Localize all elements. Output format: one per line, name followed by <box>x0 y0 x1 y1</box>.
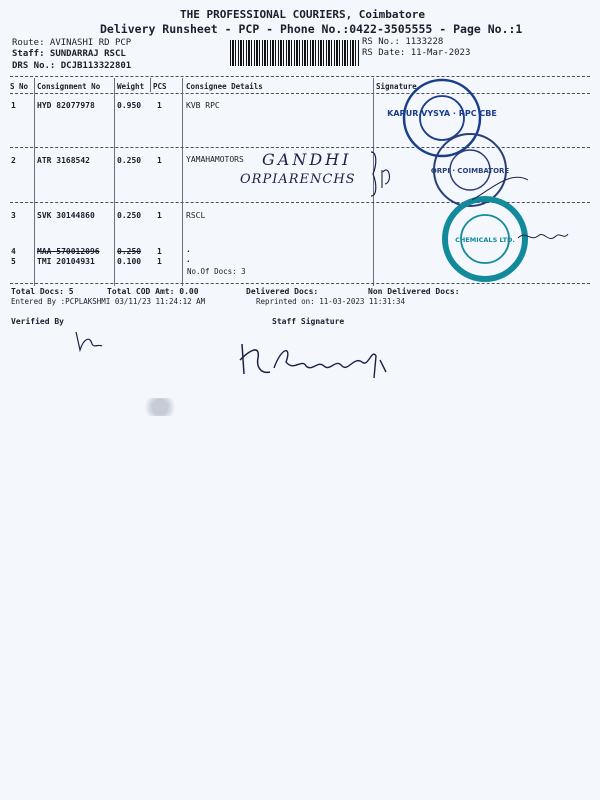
row2-consignee: YAMAHAMOTORS <box>186 155 244 164</box>
total-docs: Total Docs: 5 <box>11 287 74 296</box>
row5-weight: 0.100 <box>117 257 142 266</box>
barcode <box>230 40 360 66</box>
row1-sno: 1 <box>11 101 16 110</box>
handwritten-bracket <box>365 148 395 200</box>
row2-consignment: ATR 3168542 <box>37 156 90 165</box>
col-consignee: Consignee Details <box>186 82 263 91</box>
total-cod: Total COD Amt: 0.00 <box>107 287 199 296</box>
row1-consignee: KVB RPC <box>186 101 220 110</box>
scan-smudge <box>140 398 180 416</box>
rs-date: RS Date: 11-Mar-2023 <box>362 48 471 58</box>
row2-sno: 2 <box>11 156 16 165</box>
rs-number: RS No.: 1133228 <box>362 37 444 47</box>
runsheet-subtitle: Delivery Runsheet - PCP - Phone No.:0422-3505555 - Page No.:1 <box>100 22 523 36</box>
stamp3-text: CHEMICALS LTD. <box>455 236 515 244</box>
company-title: THE PROFESSIONAL COURIERS, Coimbatore <box>180 8 426 21</box>
handwritten-name: GANDHI <box>262 150 352 169</box>
row3-weight: 0.250 <box>117 211 142 220</box>
row1-consignment: HYD 82077978 <box>37 101 95 110</box>
stamp1-text: KARUR VYSYA · RPC CBE <box>387 109 497 118</box>
row4-consignee: . <box>186 245 191 254</box>
staff-label: Staff: SUNDARRAJ RSCL <box>12 49 126 59</box>
verified-signature <box>70 328 110 358</box>
col-signature: Signature <box>376 82 417 91</box>
row3-sno: 3 <box>11 211 16 220</box>
row5-consignee: . <box>186 255 191 264</box>
row2-pcs: 1 <box>157 156 162 165</box>
row5-pcs: 1 <box>157 257 162 266</box>
row4-consignment: MAA 570012096 <box>37 247 100 256</box>
col-consignment: Consignment No <box>37 82 101 91</box>
row2-weight: 0.250 <box>117 156 142 165</box>
route-label: Route: AVINASHI RD PCP <box>12 38 132 48</box>
col-sno: S No <box>10 82 29 91</box>
row3-pcs: 1 <box>157 211 162 220</box>
reprinted-on: Reprinted on: 11-03-2023 11:31:34 <box>256 297 406 306</box>
no-of-docs: No.Of Docs: 3 <box>187 267 246 276</box>
row4-weight: 0.250 <box>117 247 142 256</box>
signature-scribble <box>470 160 590 260</box>
row3-consignment: SVK 30144860 <box>37 211 95 220</box>
col-weight: Weight <box>117 82 145 91</box>
row1-weight: 0.950 <box>117 101 142 110</box>
non-delivered-docs: Non Delivered Docs: <box>368 287 460 296</box>
row5-consignment: TMI 20104931 <box>37 257 95 266</box>
entered-by: Entered By :PCPLAKSHMI 03/11/23 11:24:12 AM <box>11 297 206 306</box>
staff-signature <box>236 338 406 384</box>
row1-pcs: 1 <box>157 101 162 110</box>
row4-sno: 4 <box>11 247 16 256</box>
staff-signature-label: Staff Signature <box>272 317 345 326</box>
delivered-docs: Delivered Docs: <box>246 287 319 296</box>
row4-pcs: 1 <box>157 247 162 256</box>
col-pcs: PCS <box>153 82 167 91</box>
stamp2-text: ORPI · COIMBATORE <box>430 167 510 175</box>
handwritten-company: ORPIARENCHS <box>240 172 356 187</box>
row3-consignee: RSCL <box>186 211 206 220</box>
verified-by-label: Verified By <box>11 317 64 326</box>
drs-number: DRS No.: DCJB113322801 <box>12 61 132 71</box>
row5-sno: 5 <box>11 257 16 266</box>
